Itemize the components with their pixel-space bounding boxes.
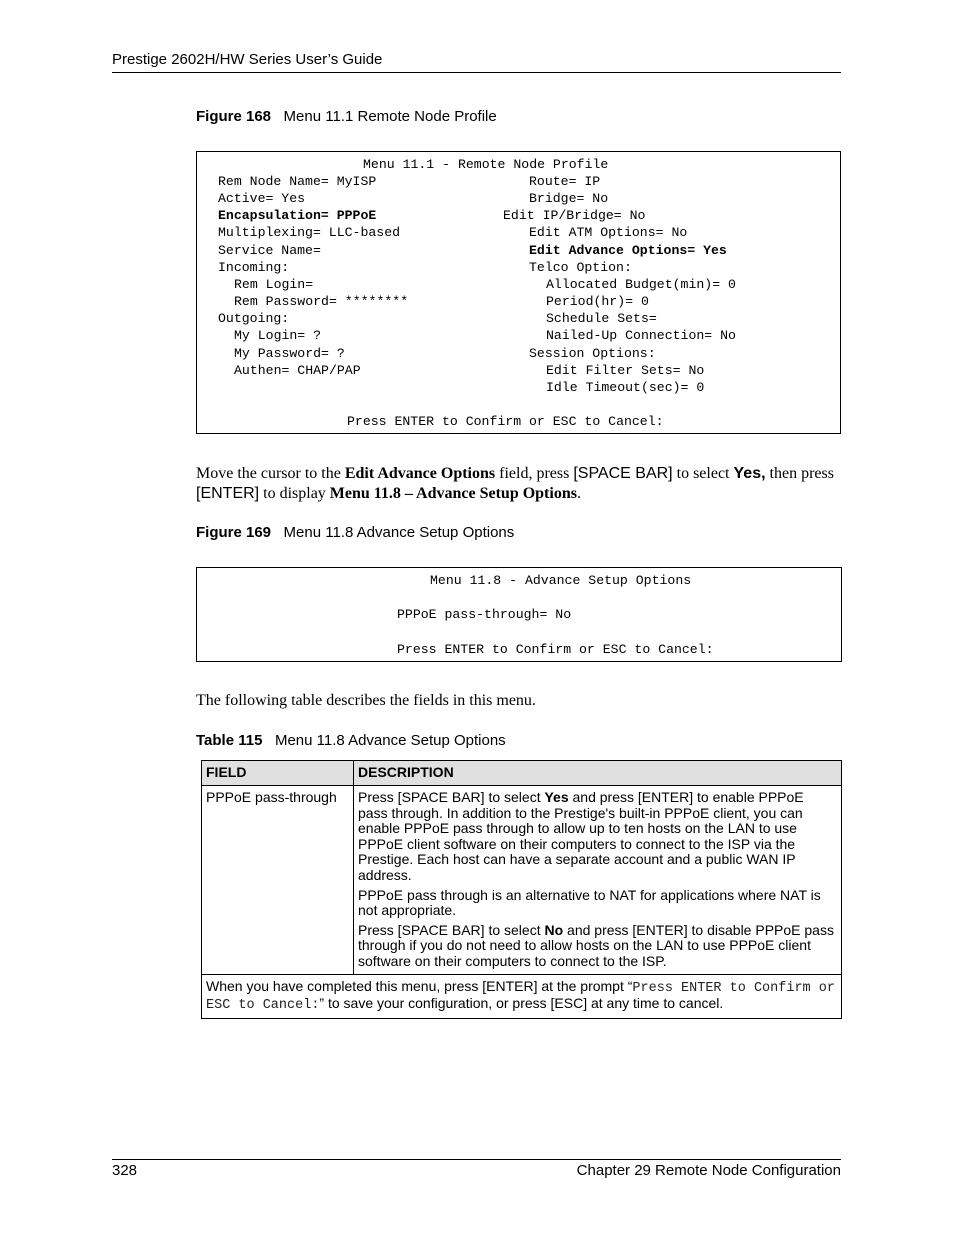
rem-password: Rem Password= ******** bbox=[234, 294, 409, 309]
figure-169-title: Menu 11.8 Advance Setup Options bbox=[283, 524, 515, 541]
session-options: Session Options: bbox=[529, 346, 656, 361]
text-run: Press [SPACE BAR] to select bbox=[358, 921, 545, 938]
text-run: Move the cursor to the bbox=[196, 465, 345, 482]
text-run: ” to save your configuration, or press [ESC] at any time to cancel. bbox=[319, 995, 724, 1012]
emphasis-value: No bbox=[544, 921, 564, 938]
figure-168-caption bbox=[196, 108, 497, 125]
allocated-budget: Allocated Budget(min)= 0 bbox=[546, 277, 736, 292]
description-cell bbox=[354, 786, 842, 975]
table-header-row bbox=[202, 761, 842, 786]
description-paragraph bbox=[358, 923, 837, 970]
text-run: . bbox=[576, 485, 581, 502]
key-value: Yes, bbox=[733, 465, 766, 482]
encapsulation: Encapsulation= PPPoE bbox=[218, 208, 377, 223]
rem-node-name: Rem Node Name= MyISP bbox=[218, 174, 377, 189]
confirm-prompt: Press ENTER to Confirm or ESC to Cancel: bbox=[347, 414, 664, 429]
menu-title: Menu 11.8 - Advance Setup Options bbox=[430, 573, 692, 588]
period: Period(hr)= 0 bbox=[546, 294, 649, 309]
table-footer-row bbox=[202, 974, 842, 1018]
prompt-code: Press ENTER to Confirm or ESC to Cancel: bbox=[206, 980, 835, 1014]
text-run: When you have completed this menu, press [ENTER] at the prompt “ bbox=[206, 977, 633, 994]
footer-divider bbox=[112, 1159, 841, 1160]
my-password: My Password= ? bbox=[234, 346, 345, 361]
service-name: Service Name= bbox=[218, 243, 321, 258]
table-115-label: Table 115 bbox=[196, 732, 263, 749]
running-header: Prestige 2602H/HW Series User’s Guide bbox=[112, 51, 383, 68]
figure-168-screen bbox=[196, 151, 841, 434]
edit-filter-sets: Edit Filter Sets= No bbox=[546, 363, 705, 378]
rem-login: Rem Login= bbox=[234, 277, 314, 292]
table-115-title: Menu 11.8 Advance Setup Options bbox=[274, 732, 506, 749]
description-table bbox=[201, 760, 842, 1019]
key-name: [SPACE BAR] bbox=[573, 465, 673, 482]
outgoing: Outgoing: bbox=[218, 311, 290, 326]
text-run: and press [ENTER] to enable PPPoE pass through. In addition to the Prestige's built-in PPPoE client, you can enable PPPoE pass through to allow up to ten hosts on the LAN to use PPPoE client software on their computers to connect to the ISP via the Prestige. Each host can have a separate account and a public WAN IP address. bbox=[358, 789, 804, 883]
confirm-prompt: Press ENTER to Confirm or ESC to Cancel: bbox=[397, 642, 714, 657]
text-run: to display bbox=[259, 485, 330, 502]
column-header-description: DESCRIPTION bbox=[354, 761, 842, 786]
column-header-field: FIELD bbox=[202, 761, 354, 786]
multiplexing: Multiplexing= LLC-based bbox=[218, 225, 401, 240]
footer-cell bbox=[202, 974, 842, 1018]
table-115-caption bbox=[196, 732, 506, 749]
emphasis-field-name: Edit Advance Options bbox=[344, 465, 496, 482]
edit-atm-options: Edit ATM Options= No bbox=[529, 225, 688, 240]
text-run: then press bbox=[765, 465, 834, 482]
header-divider bbox=[112, 72, 841, 73]
text-run: field, press bbox=[495, 465, 574, 482]
telco-option: Telco Option: bbox=[529, 260, 632, 275]
edit-advance-options: Edit Advance Options= Yes bbox=[529, 243, 727, 258]
figure-169-label: Figure 169 bbox=[196, 524, 272, 541]
emphasis-value: Yes bbox=[544, 789, 569, 805]
edit-ip-bridge: Edit IP/Bridge= No bbox=[503, 208, 646, 223]
authen: Authen= CHAP/PAP bbox=[234, 363, 361, 378]
emphasis-menu-name: Menu 11.8 – Advance Setup Options bbox=[329, 485, 577, 502]
field-cell: PPPoE pass-through bbox=[202, 786, 354, 975]
bridge: Bridge= No bbox=[529, 191, 609, 206]
figure-168-label: Figure 168 bbox=[196, 108, 272, 125]
figure-169-screen bbox=[196, 567, 842, 662]
menu-title: Menu 11.1 - Remote Node Profile bbox=[363, 157, 609, 172]
table-row bbox=[202, 786, 842, 975]
instruction-paragraph bbox=[196, 464, 846, 504]
text-run: Press [SPACE BAR] to select bbox=[358, 789, 545, 805]
description-paragraph bbox=[358, 790, 837, 884]
figure-168-title: Menu 11.1 Remote Node Profile bbox=[283, 108, 497, 125]
pppoe-pass-through: PPPoE pass-through= No bbox=[397, 607, 572, 622]
text-run: to select bbox=[672, 465, 734, 482]
table-intro-paragraph: The following table describes the fields in this menu. bbox=[196, 692, 536, 709]
idle-timeout: Idle Timeout(sec)= 0 bbox=[546, 380, 705, 395]
schedule-sets: Schedule Sets= bbox=[546, 311, 657, 326]
page-number: 328 bbox=[112, 1162, 138, 1179]
incoming: Incoming: bbox=[218, 260, 290, 275]
text-run: and press [ENTER] to disable PPPoE pass through if you do not need to allow hosts on the LAN to use PPPoE client software on their computers to connect to the ISP. bbox=[358, 921, 834, 969]
nailed-up-connection: Nailed-Up Connection= No bbox=[546, 328, 736, 343]
figure-169-caption bbox=[196, 524, 514, 541]
description-paragraph: PPPoE pass through is an alternative to NAT for applications where NAT is not appropriate. bbox=[358, 886, 821, 919]
route: Route= IP bbox=[529, 174, 601, 189]
my-login: My Login= ? bbox=[234, 328, 322, 343]
chapter-title: Chapter 29 Remote Node Configuration bbox=[576, 1162, 841, 1179]
active: Active= Yes bbox=[218, 191, 306, 206]
key-name: [ENTER] bbox=[196, 485, 260, 502]
